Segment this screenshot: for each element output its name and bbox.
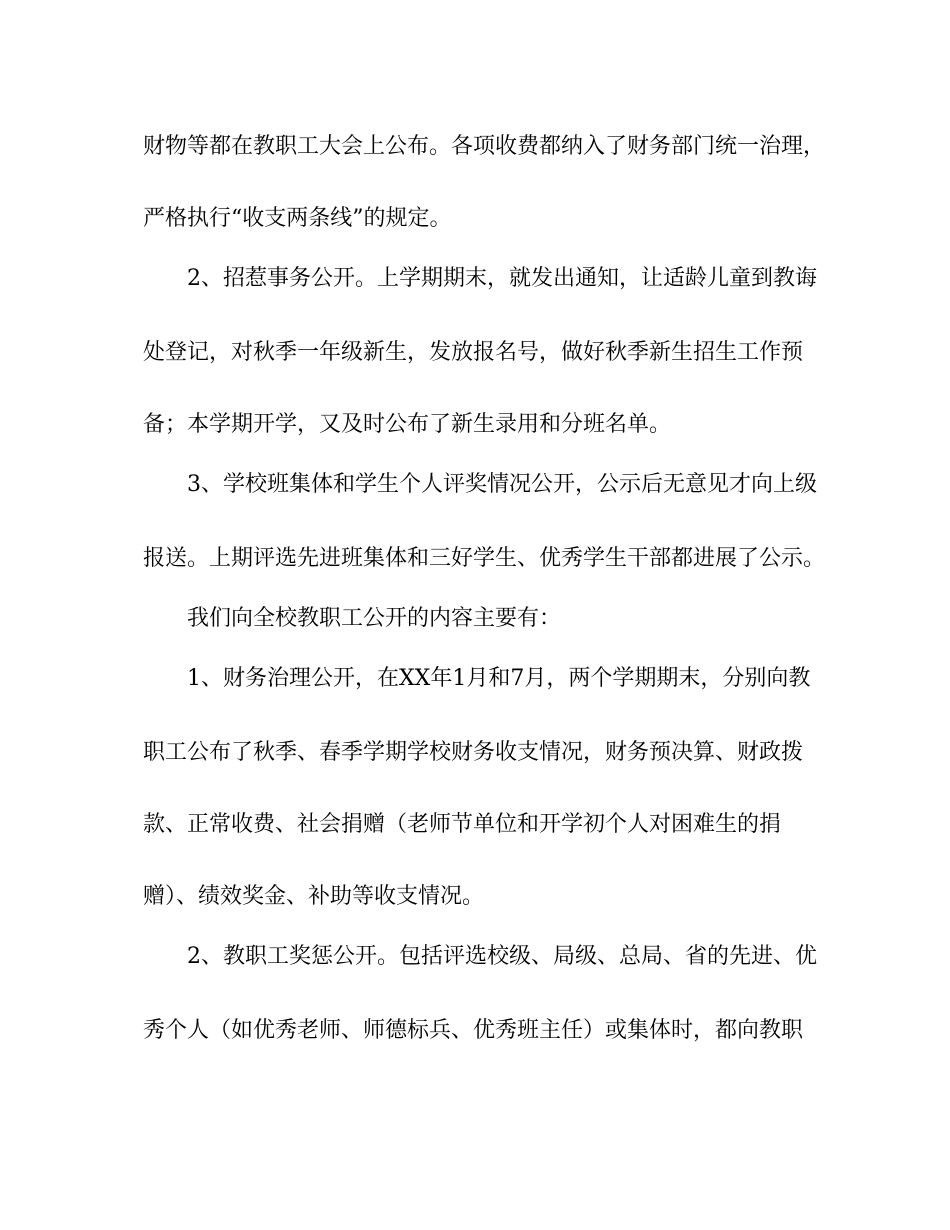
text-line: 赠）、绩效奖金、补助等收支情况。 [143, 884, 485, 909]
text-line: 报送。上期评选先进班集体和三好学生、优秀学生干部都进展了公示。 [143, 546, 826, 571]
text-line: 款、正常收费、社会捐赠（老师节单位和开学初个人对困难生的捐 [143, 812, 782, 837]
text-line: 2、招惹事务公开。上学期期末，就发出通知，让适龄儿童到教诲 [187, 266, 817, 291]
text-line: 处登记，对秋季一年级新生，发放报名号，做好秋季新生招生工作预 [143, 340, 804, 365]
text-line: 职工公布了秋季、春季学期学校财务收支情况，财务预决算、财政拨 [143, 740, 804, 765]
text-line: 备；本学期开学，又及时公布了新生录用和分班名单。 [143, 412, 672, 437]
text-line: 3、学校班集体和学生个人评奖情况公开，公示后无意见才向上级 [187, 472, 817, 497]
text-line: 2、教职工奖惩公开。包括评选校级、局级、总局、省的先进、优 [187, 944, 817, 969]
text-line: 1、财务治理公开，在XX年1月和7月，两个学期期末，分别向教 [187, 666, 811, 691]
text-line: 严格执行“收支两条线”的规定。 [143, 206, 452, 231]
text-line: 财物等都在教职工大会上公布。各项收费都纳入了财务部门统一治理， [143, 134, 826, 159]
text-line: 我们向全校教职工公开的内容主要有： [187, 606, 562, 631]
text-line: 秀个人（如优秀老师、师德标兵、优秀班主任）或集体时，都向教职 [143, 1018, 804, 1043]
